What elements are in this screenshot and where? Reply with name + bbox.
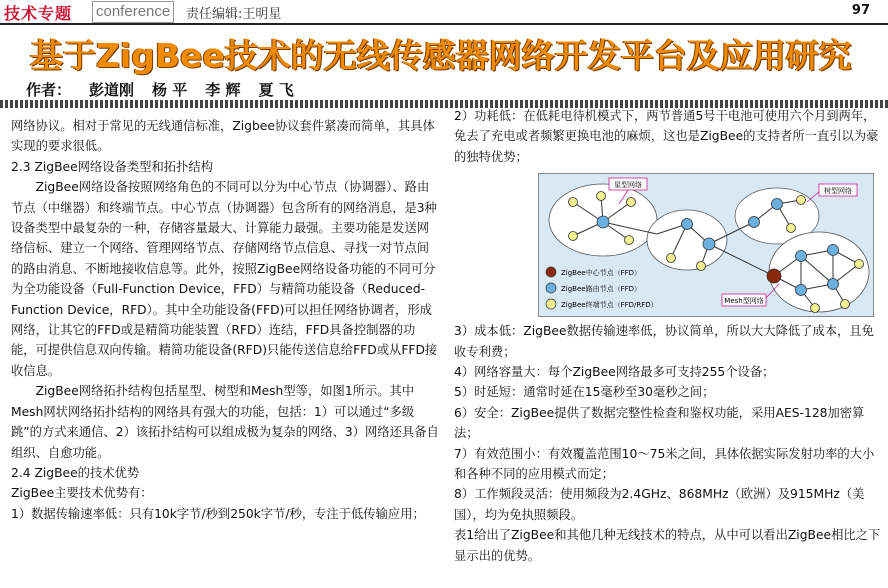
paragraph: 表1给出了ZigBee和其他几种无线技术的特点，从中可以看出ZigBee相比之下显示出的优势。 bbox=[454, 528, 881, 563]
legend-router-swatch bbox=[546, 283, 556, 293]
section-tag: 技术专题 bbox=[4, 4, 73, 23]
legend-coordinator-swatch bbox=[546, 267, 556, 277]
author-name: 夏 飞 bbox=[258, 81, 294, 99]
star-network-label: 星型网络 bbox=[614, 181, 642, 190]
topology-diagram bbox=[539, 174, 873, 316]
paragraph: 网络协议。相对于常见的无线通信标准，Zigbee协议套件紧凑而简单，其具体实现的要求很低。 bbox=[11, 119, 435, 154]
list-item: 2）功耗低：在低耗电待机模式下，两节普通5号干电池可使用六个月到两年，免去了充电或者频繁更换电池的麻烦，这也是ZigBee的支持者所一直引以为豪的独特优势； bbox=[454, 109, 879, 164]
left-column bbox=[11, 116, 439, 524]
author-name: 彭道刚 bbox=[89, 81, 135, 99]
section-heading: 2.3 ZigBee网络设备类型和拓扑结构 bbox=[11, 159, 213, 174]
author-line bbox=[26, 79, 312, 100]
editor-credit: 责任编辑:王明星 bbox=[186, 7, 282, 22]
list-item: 4）网络容量大：每个ZigBee网络最多可支持255个设备； bbox=[454, 365, 775, 380]
list-item: 3）成本低：ZigBee数据传输速率低，协议简单，所以大大降低了成本，且免收专利费； bbox=[454, 324, 874, 359]
article-title: 基于ZigBee技术的无线传感器网络开发平台及应用研究 bbox=[30, 36, 852, 75]
page-number: 97 bbox=[851, 3, 870, 18]
paragraph: ZigBee主要技术优势有： bbox=[11, 486, 153, 501]
list-item: 8）工作频段灵活：使用频段为2.4GHz、868MHz（欧洲）及915MHz（美国），均为免执照频段。 bbox=[454, 487, 865, 522]
section-heading: 2.4 ZigBee的技术优势 bbox=[11, 465, 140, 480]
header-rule bbox=[0, 23, 888, 25]
mesh-network-label: Mesh型网络 bbox=[724, 297, 764, 306]
legend-end-device-swatch bbox=[546, 299, 556, 309]
list-item: 1）数据传输速率低：只有10k字节/秒到250k字节/秒，专注于低传输应用； bbox=[11, 506, 425, 521]
author-label: 作者： bbox=[26, 81, 72, 99]
legend-coordinator: ZigBee中心节点（FFD） bbox=[561, 269, 642, 278]
paragraph: ZigBee网络设备按照网络角色的不同可以分为中心节点（协调器）、路由节点（中继器）和终端节点。中心节点（协调器）包含所有的网络消息，是3种设备类型中最复杂的一种，存储容量最大、计算能力最强。主要功能是发送网络信标、建立一个网络、管理网络节点、存储网络节点信息、寻找一对节点间的路由消息、不断地接收信息等。此外，按照ZigBee网络设备功能的不同可分为全功能设备（Full-Function Device，FFD）与精简功能设备（Reduced-Function Device，RFD）。其中全功能设备(FFD)可以担任网络协调者，形成网络，让其它的FFD或是精简功能装置（RFD）连结，FFD具备控制器的功能，可提供信息双向传输。精简功能设备(RFD)只能传送信息给FFD或从FFD接收信息。 bbox=[11, 180, 438, 378]
author-name: 李 辉 bbox=[205, 81, 241, 99]
legend-end-device: ZigBee终端节点（FFD/RFD） bbox=[561, 301, 658, 310]
author-name: 杨 平 bbox=[152, 81, 188, 99]
list-item: 6）安全：ZigBee提供了数据完整性检查和鉴权功能，采用AES-128加密算法； bbox=[454, 405, 865, 441]
legend-router: ZigBee路由节点（FFD） bbox=[561, 285, 642, 294]
list-item: 5）时延短：通常时延在15毫秒至30毫秒之间； bbox=[454, 385, 715, 400]
tree-network-label: 树型网络 bbox=[824, 187, 852, 196]
paragraph: ZigBee网络拓扑结构包括星型、树型和Mesh型等，如图1所示。其中Mesh网状网络拓扑结构的网络具有强大的功能，包括：1）可以通过“多级跳”的方式来通信、2）该拓扑结构可以组成极为复杂的网络、3）网络还具备自组织、自愈功能。 bbox=[11, 384, 439, 460]
conference-label: conference bbox=[92, 1, 174, 23]
right-column bbox=[454, 106, 882, 566]
network-topology-figure bbox=[538, 173, 874, 317]
page-header bbox=[0, 0, 888, 24]
list-item: 7）有效范围小：有效覆盖范围10～75米之间，具体依据实际发射功率的大小和各种不同的应用模式而定； bbox=[454, 446, 875, 482]
